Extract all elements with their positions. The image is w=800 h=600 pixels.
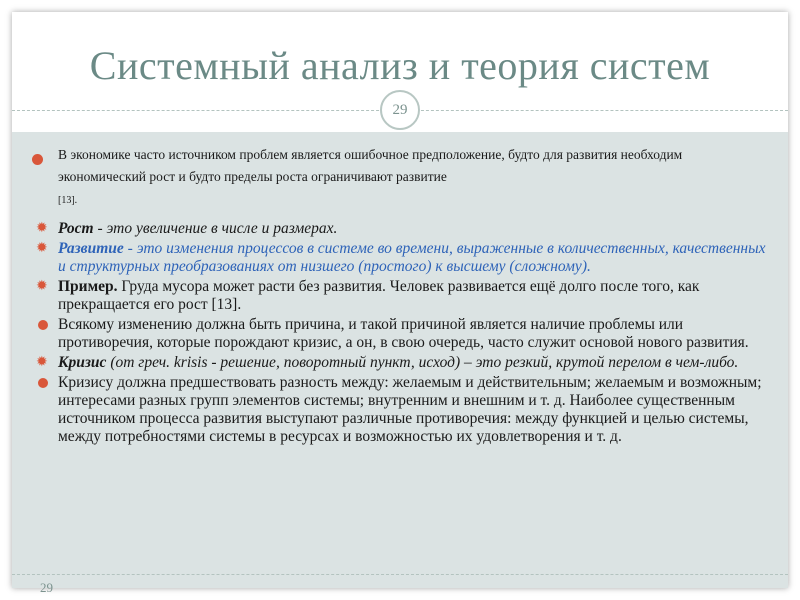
bullet-star-icon: ✹ bbox=[36, 240, 48, 256]
bullet-star-icon: ✹ bbox=[36, 354, 48, 370]
crisis-preconditions-text: Кризису должна предшествовать разность между: желаемым и действительным; желаемым и возможным; интересами разных групп элементов системы; внутренним и внешним и т. д. Наиболее существенным источником процесса развития выступают различные противоречия: между функцией и целью системы, между потребностями системы в ресурсах и возможностью их удовлетворения и т. д. bbox=[58, 374, 762, 445]
content-panel bbox=[12, 132, 788, 572]
bullet-star-icon: ✹ bbox=[36, 220, 48, 236]
list-item bbox=[36, 240, 770, 276]
term-growth-definition: - это увеличение в числе и размерах. bbox=[93, 220, 338, 237]
footer-divider bbox=[12, 574, 788, 575]
bullet-dot-icon bbox=[38, 378, 48, 388]
intro-reference: [13]. bbox=[58, 195, 78, 206]
term-crisis-definition: (от греч. krisis - решение, поворотный пункт, исход) – это резкий, крутой перелом в чем-либо. bbox=[106, 354, 739, 371]
term-development-definition: - это изменения процессов в системе во времени, выраженные в количественных, качественных и структурных преобразованиях от низшего (простого) к высшему (сложному). bbox=[58, 240, 766, 275]
list-item bbox=[58, 374, 770, 446]
intro-paragraph bbox=[58, 144, 758, 212]
page-number: 29 bbox=[40, 580, 53, 595]
term-crisis: Кризис bbox=[58, 354, 107, 371]
term-development: Развитие bbox=[58, 240, 124, 257]
list-item bbox=[36, 278, 770, 314]
slide-number-badge: 29 bbox=[380, 90, 420, 130]
example-text: Груда мусора может расти без развития. Человек развивается ещё долго после того, как прекращается его рост [13]. bbox=[58, 278, 700, 313]
bullet-dot-icon bbox=[38, 320, 48, 330]
list-item bbox=[36, 220, 770, 238]
bullet-list bbox=[36, 220, 770, 448]
bullet-star-icon: ✹ bbox=[36, 278, 48, 294]
list-item bbox=[36, 354, 770, 372]
change-cause-text: Всякому изменению должна быть причина, и такой причиной является наличие проблемы или противоречия, которые порождают кризис, а он, в свою очередь, часто служит основой нового развития. bbox=[58, 316, 749, 351]
list-item bbox=[58, 316, 770, 352]
intro-text: В экономике часто источником проблем является ошибочное предположение, будто для развития необходим экономический рост и будто пределы роста ограничивают развитие bbox=[58, 147, 683, 184]
bullet-dot-icon bbox=[32, 154, 43, 165]
example-label: Пример. bbox=[58, 278, 118, 295]
term-growth: Рост bbox=[58, 220, 94, 237]
slide-title: Системный анализ и теория систем bbox=[89, 43, 711, 88]
slide bbox=[12, 12, 788, 595]
